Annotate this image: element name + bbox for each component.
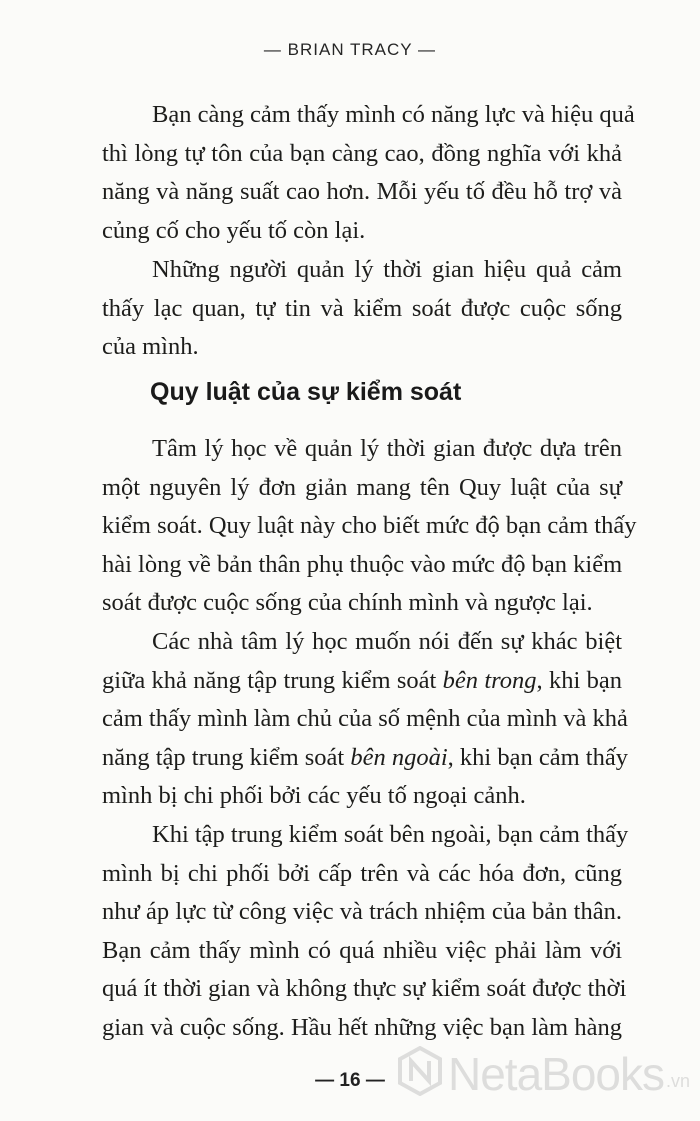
text-line xyxy=(102,662,622,701)
text-line: Bạn cảm thấy mình có quá nhiều việc phải làm với xyxy=(102,936,622,964)
watermark-text: NetaBooks xyxy=(448,1047,665,1100)
netabooks-logo-icon xyxy=(398,1046,442,1101)
text-line: gian và cuộc sống. Hầu hết những việc bạn làm hàng xyxy=(102,1013,622,1041)
running-head: — BRIAN TRACY — xyxy=(263,40,437,59)
text-line: mình bị chi phối bởi cấp trên và các hóa đơn, cũng xyxy=(102,859,622,887)
text-line: như áp lực từ công việc và trách nhiệm của bản thân. xyxy=(102,898,622,925)
text-line: của mình. xyxy=(102,333,199,360)
text-line: kiểm soát. Quy luật này cho biết mức độ bạn cảm thấy xyxy=(102,512,637,539)
text-line: thấy lạc quan, tự tin và kiểm soát được cuộc sống xyxy=(102,294,622,322)
section-paragraph-1 xyxy=(102,430,637,623)
section-heading: Quy luật của sự kiểm soát xyxy=(150,378,462,406)
text-line xyxy=(102,739,628,778)
text-line: soát được cuộc sống của chính mình và ngược lại. xyxy=(102,589,593,616)
page-number: — 16 — xyxy=(315,1070,385,1091)
text-line: Những người quản lý thời gian hiệu quả cảm xyxy=(152,256,622,283)
paragraph-2 xyxy=(102,251,622,367)
paragraph-1 xyxy=(102,96,635,250)
text-line: một nguyên lý đơn giản mang tên Quy luật của sự xyxy=(102,473,622,501)
section-paragraph-2 xyxy=(102,623,628,816)
text-run: , khi bạn xyxy=(536,666,622,694)
text-line: cảm thấy mình làm chủ của số mệnh của mình và khả xyxy=(102,705,628,732)
text-line: mình bị chi phối bởi các yếu tố ngoại cảnh. xyxy=(102,782,526,809)
text-line: năng và năng suất cao hơn. Mỗi yếu tố đều hỗ trợ và xyxy=(102,178,622,205)
text-line: thì lòng tự tôn của bạn càng cao, đồng nghĩa với khả xyxy=(102,139,622,167)
text-line: quá ít thời gian và không thực sự kiểm soát được thời xyxy=(102,975,627,1002)
text-run: năng tập trung kiểm soát xyxy=(102,743,351,771)
text-run: giữa khả năng tập trung kiểm soát xyxy=(102,666,443,694)
text-line: hài lòng về bản thân phụ thuộc vào mức độ bạn kiểm xyxy=(102,550,623,578)
section-paragraph-3 xyxy=(102,816,629,1047)
italic-term: bên trong xyxy=(442,666,537,694)
text-line: Các nhà tâm lý học muốn nói đến sự khác biệt xyxy=(152,628,622,655)
text-line: Tâm lý học về quản lý thời gian được dựa trên xyxy=(152,435,622,462)
text-run: , khi bạn cảm thấy xyxy=(447,743,628,771)
text-line: củng cố cho yếu tố còn lại. xyxy=(102,216,366,244)
watermark-suffix: .vn xyxy=(666,1071,691,1091)
watermark xyxy=(398,1046,690,1101)
text-line: Khi tập trung kiểm soát bên ngoài, bạn cảm thấy xyxy=(152,821,629,848)
italic-term: bên ngoài xyxy=(350,743,448,771)
text-line: Bạn càng cảm thấy mình có năng lực và hiệu quả xyxy=(152,101,635,128)
